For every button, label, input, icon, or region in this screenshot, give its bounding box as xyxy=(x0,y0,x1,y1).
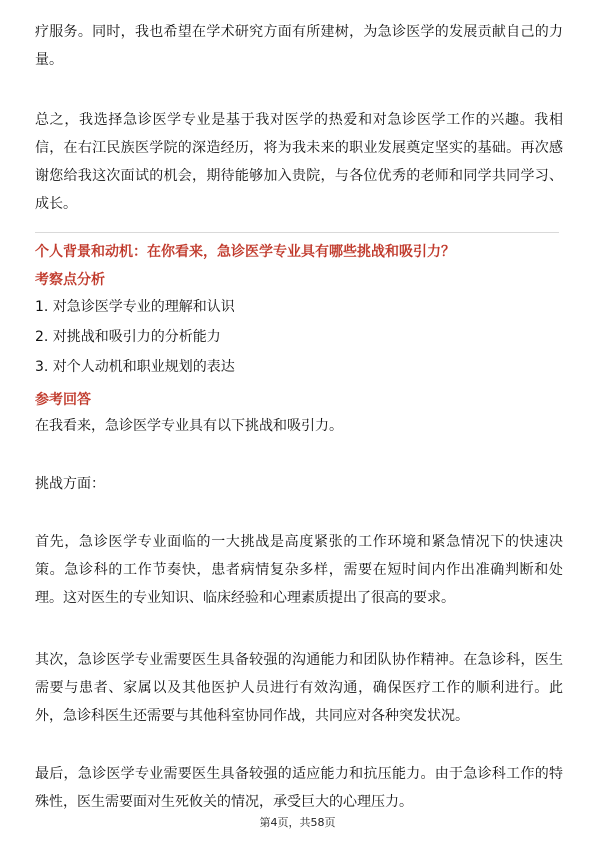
analysis-heading: 考察点分析 xyxy=(35,272,105,288)
page-number: 第4页，共58页 xyxy=(259,816,336,829)
paragraph-conclusion: 总之，我选择急诊医学专业是基于我对医学的热爱和对急诊医学工作的兴趣。我相信，在右江民族医学院的深造经历，将为我未来的职业发展奠定坚实的基础。再次感谢您给我这次面试的机会，期待能够加入贵院，与各位优秀的老师和同学共同学习、成长。 xyxy=(35,112,563,212)
question-title: 个人背景和动机：在你看来，急诊医学专业具有哪些挑战和吸引力？ xyxy=(35,244,455,260)
answer-intro: 在我看来，急诊医学专业具有以下挑战和吸引力。 xyxy=(35,418,343,434)
answer-first-point: 首先，急诊医学专业面临的一大挑战是高度紧张的工作环境和紧急情况下的快速决策。急诊科的工作节奏快，患者病情复杂多样，需要在短时间内作出准确判断和处理。这对医生的专业知识、临床经验和心理素质提出了很高的要求。 xyxy=(35,534,563,606)
analysis-point-3: 3. 对个人动机和职业规划的表达 xyxy=(35,359,235,375)
answer-heading: 参考回答 xyxy=(35,392,91,408)
paragraph-continuation: 疗服务。同时，我也希望在学术研究方面有所建树，为急诊医学的发展贡献自己的力量。 xyxy=(35,24,563,68)
answer-last-point: 最后，急诊医学专业需要医生具备较强的适应能力和抗压能力。由于急诊科工作的特殊性，医生需要面对生死攸关的情况，承受巨大的心理压力。 xyxy=(35,766,563,810)
answer-second-point: 其次，急诊医学专业需要医生具备较强的沟通能力和团队协作精神。在急诊科，医生需要与患者、家属以及其他医护人员进行有效沟通，确保医疗工作的顺利进行。此外，急诊科医生还需要与其他科室协同作战，共同应对各种突发状况。 xyxy=(35,652,563,724)
challenges-label: 挑战方面： xyxy=(35,476,105,492)
analysis-point-1: 1. 对急诊医学专业的理解和认识 xyxy=(35,299,235,315)
analysis-point-2: 2. 对挑战和吸引力的分析能力 xyxy=(35,329,221,345)
section-divider xyxy=(35,232,559,233)
